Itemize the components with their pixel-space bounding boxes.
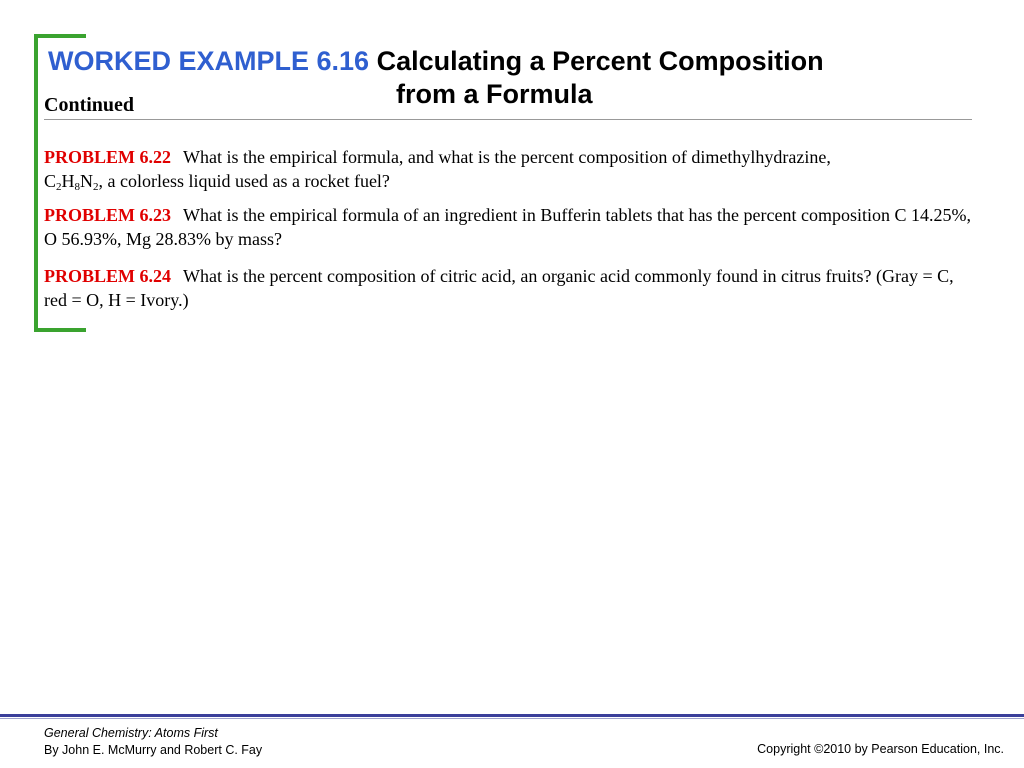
continued-label: Continued [44,94,135,116]
problem-label: PROBLEM 6.22 [44,147,172,167]
problem-label: PROBLEM 6.23 [44,205,172,225]
green-bracket-bottom [34,328,86,332]
footer-rule [0,714,1024,717]
green-bracket-left [34,34,38,332]
title-divider [44,119,972,120]
footer-book-title: General Chemistry: Atoms First [44,726,218,740]
title-line-2: from a Formula [396,79,593,109]
footer-citation [44,725,262,759]
chemical-formula: $C_2H_8N_2$ [44,171,99,193]
worked-example-label: WORKED EXAMPLE 6.16 [48,46,370,76]
problem-label: PROBLEM 6.24 [44,266,172,286]
problem-6-22 [44,145,974,193]
problem-text: What is the percent composition of citric acid, an organic acid commonly found in citrus fruits? (Gray = C, red = O, H = Ivory.) [44,266,954,310]
problem-text-continued: , a colorless liquid used as a rocket fuel? [98,171,390,191]
green-bracket-top [34,34,86,38]
title-line-1: Calculating a Percent Composition [376,46,824,76]
problem-text: What is the empirical formula of an ingredient in Bufferin tablets that has the percent composition C 14.25%, O 56.93%, Mg 28.83% by mass? [44,205,971,249]
problem-6-23 [44,203,974,251]
problem-text: What is the empirical formula, and what is the percent composition of dimethylhydrazine, [183,147,831,167]
footer-rule-thin [0,718,1024,719]
problem-6-24 [44,264,974,312]
footer-authors: By John E. McMurry and Robert C. Fay [44,743,263,757]
footer-copyright: Copyright ©2010 by Pearson Education, Inc. [757,742,1004,756]
